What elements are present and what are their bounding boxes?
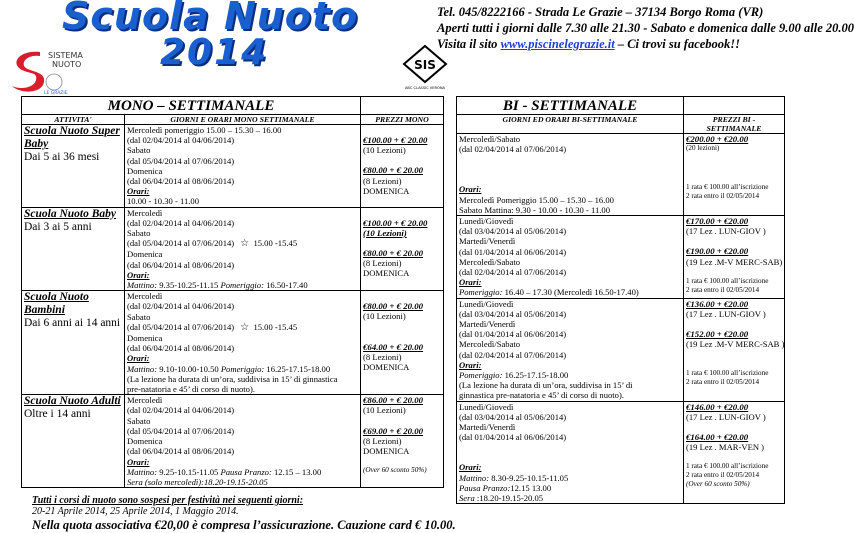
page-title-year: 2014 — [160, 32, 269, 73]
logo-text-nuoto: NUOTO — [52, 60, 82, 69]
schedule-cell: Mercoledì (dal 02/04/2014 al 04/06/2014) Sabato (dal 05/04/2014 al 07/06/2014) Domenica (dal 06/04/2014 al 08/06/2014) Orari: Mattino: 9.25-10.15-11.05 Pausa Pranzo: 12.15 – 13.00 Sera (solo mercoledì):18.20-19.15-20.05 — [125, 395, 361, 488]
table-row — [457, 401, 785, 504]
sis-text: SIS — [414, 58, 436, 72]
table-row — [22, 395, 444, 488]
price-8: €80.00 + € 20.00 — [363, 165, 424, 176]
course-age: Dai 6 anni ai 14 anni — [24, 317, 121, 330]
col-prezzi-bi: PREZZI BI -SETTIMANALE — [684, 115, 785, 134]
logo-text-sistema: SISTEMA — [48, 51, 83, 60]
table-row — [457, 134, 785, 216]
course-name: Scuola Nuoto Super Baby — [24, 125, 120, 150]
course-age: Dai 5 ai 36 mesi — [24, 151, 100, 163]
page-title: Scuola Nuoto — [62, 0, 359, 38]
price-cell: €200.00 + €20.00 (20 lezioni) 1 rata € 100.00 all’iscrizione 2 rata entro il 02/05/2014 — [684, 134, 785, 216]
bi-title: BI - SETTIMANALE — [457, 97, 684, 115]
price-cell: €146.00 + €20.00 (17 Lez . LUN-GIOV ) €164.00 + €20.00 (19 Lez . MAR-VEN ) 1 rata € 100.00 all’iscrizione 2 rata entro il 02/05/2014 (Over 60 sconto 50%) — [684, 401, 785, 504]
col-giorni-mono: GIORNI E ORARI MONO SETTIMANALE — [125, 115, 361, 125]
website-link[interactable]: www.piscinelegrazie.it — [500, 37, 615, 51]
contact-website-line: Visita il sito www.piscinelegrazie.it – Ci trovi su facebook!! — [437, 37, 741, 51]
swimmer-s-icon — [12, 52, 44, 92]
col-giorni-bi: GIORNI ED ORARI BI-SETTIMANALE — [457, 115, 684, 134]
schedule-cell: Mercoledì/Sabato (dal 02/04/2014 al 07/06/2014) Orari: Mercoledì Pomeriggio 15.00 – 15.30 – 16.00 Sabato Mattina: 9.30 - 10.00 - 10.30 - 11.00 — [457, 134, 684, 216]
schedule-cell: Lunedì/Giovedì (dal 03/04/2014 al 05/06/2014) Martedì/Venerdì (dal 01/04/2014 al 06/06/2014) Orari: Mattino: 8.30-9.25-10.15-11.05 Pausa Pranzo:12.15 13.00 Sera :18.20-19.15-20.05 — [457, 401, 684, 504]
price-10: €100.00 + € 20.00 — [363, 135, 428, 145]
course-name: Scuola Nuoto Baby — [24, 207, 117, 220]
mono-table — [21, 96, 444, 488]
schedule-cell: Mercoledì (dal 02/04/2014 al 04/06/2014) Sabato (dal 05/04/2014 al 07/06/2014) ☆ 15.00 -15.45 Domenica (dal 06/04/2014 al 08/06/2014) Orari: Mattino: 9.35-10.25-11.15 Pomeriggio: 16.50-17.40 — [125, 207, 361, 291]
table-row — [22, 291, 444, 395]
holiday-dates: 20-21 Aprile 2014, 25 Aprile 2014, 1 Maggio 2014. — [32, 506, 239, 517]
contact-phone-address: Tel. 045/8222166 - Strada Le Grazie – 37134 Borgo Roma (VR) — [437, 5, 764, 19]
schedule-cell: Lunedì/Giovedì (dal 03/04/2014 al 05/06/2014) Martedì/Venerdì (dal 01/04/2014 al 06/06/2014) Mercoledì/Sabato (dal 02/04/2014 al 07/06/2014) Orari: Pomeriggio: 16.40 – 17.30 (Mercoledì 16.50-17.40) — [457, 216, 684, 299]
schedule-cell: Lunedì/Giovedì (dal 03/04/2014 al 05/06/2014) Martedì/Venerdì (dal 01/04/2014 al 06/06/2014) Mercoledì/Sabato (dal 02/04/2014 al 07/06/2014) Orari: Pomeriggio: 16.25-17.15-18.00 (La lezione ha durata di un’ora, suddivisa in 15’ di ginnastica pre-natatoria e 45’ di corso di nuoto). — [457, 298, 684, 401]
price-cell: €170.00 + €20.00 (17 Lez . LUN-GIOV ) €190.00 + €20.00 (19 Lez .M-V MERC-SAB) 1 rata € 100.00 all’iscrizione 2 rata entro il 02/05/2014 — [684, 216, 785, 299]
bi-table — [456, 96, 785, 504]
table-row — [22, 125, 444, 208]
schedule-cell: Mercoledì (dal 02/04/2014 al 04/06/2014) Sabato (dal 05/04/2014 al 07/06/2014) ☆ 15.00 -15.45 Domenica (dal 06/04/2014 al 08/06/2014) Orari: Mattino: 9.10-10.00-10.50 Pomeriggio: 16.25-17.15-18.00 (La lezione ha durata di un’ora, suddivisa in 15’ di ginnastica pre-natatoria e 45’ di corso di nuoto). — [125, 291, 361, 395]
holiday-notice: Tutti i corsi di nuoto sono sospesi per festività nei seguenti giorni: — [32, 495, 304, 506]
star-icon: ☆ — [240, 321, 250, 333]
course-name: Scuola Nuoto Bambini — [24, 291, 89, 317]
sistema-nuoto-logo — [8, 46, 98, 96]
col-prezzi-mono: PREZZI MONO — [361, 115, 444, 125]
crest-icon — [46, 74, 62, 90]
price-cell: €136.00 + €20.00 (17 Lez . LUN-GIOV ) €152.00 + €20.00 (19 Lez .M-V MERC-SAB ) 1 rata € 100.00 all’iscrizione 2 rata entro il 02/05/2014 — [684, 298, 785, 401]
contact-info — [437, 4, 854, 52]
contact-opening-hours: Aperti tutti i giorni dalle 7.30 alle 21.30 - Sabato e domenica dalle 9.00 alle 20.00 — [437, 21, 854, 35]
star-icon: ☆ — [240, 238, 250, 250]
insurance-notice: Nella quota associativa €20,00 è compresa l’assicurazione. Cauzione card € 10.00. — [32, 518, 456, 532]
table-row — [457, 298, 785, 401]
price-cell: €100.00 + € 20.00 (10 Lezioni) €80.00 + € 20.00 (8 Lezioni) DOMENICA — [361, 125, 444, 208]
mono-title: MONO – SETTIMANALE — [22, 97, 361, 115]
course-age: Dai 3 ai 5 anni — [24, 220, 92, 233]
price-cell: €100.00 + € 20.00 (10 Lezioni) €80.00 + € 20.00 (8 Lezioni) DOMENICA — [361, 207, 444, 291]
price-cell: €86.00 + € 20.00 (10 Lezioni) €69.00 + € 20.00 (8 Lezioni) DOMENICA (Over 60 sconto 50%) — [361, 395, 444, 488]
table-row — [457, 216, 785, 299]
table-row — [22, 207, 444, 291]
col-attivita: ATTIVITA' — [22, 115, 125, 125]
sis-logo — [400, 44, 450, 92]
price-cell: €80.00 + € 20.00 (10 Lezioni) €64.00 + € 20.00 (8 Lezioni) DOMENICA — [361, 291, 444, 395]
logo-text-legrazie: LE GRAZIE — [44, 91, 68, 96]
course-age: Oltre i 14 anni — [24, 408, 91, 421]
course-name: Scuola Nuoto Adulti — [24, 395, 121, 408]
sis-caption: ABC CLASSIC VERONA — [404, 86, 446, 90]
schedule-cell: Mercoledì pomeriggio 15.00 – 15.30 – 16.00 (dal 02/04/2014 al 04/06/2014) Sabato (dal 05/04/2014 al 07/06/2014) Domenica (dal 06/04/2014 al 08/06/2014) Orari: 10.00 - 10.30 - 11.00 — [125, 125, 361, 208]
